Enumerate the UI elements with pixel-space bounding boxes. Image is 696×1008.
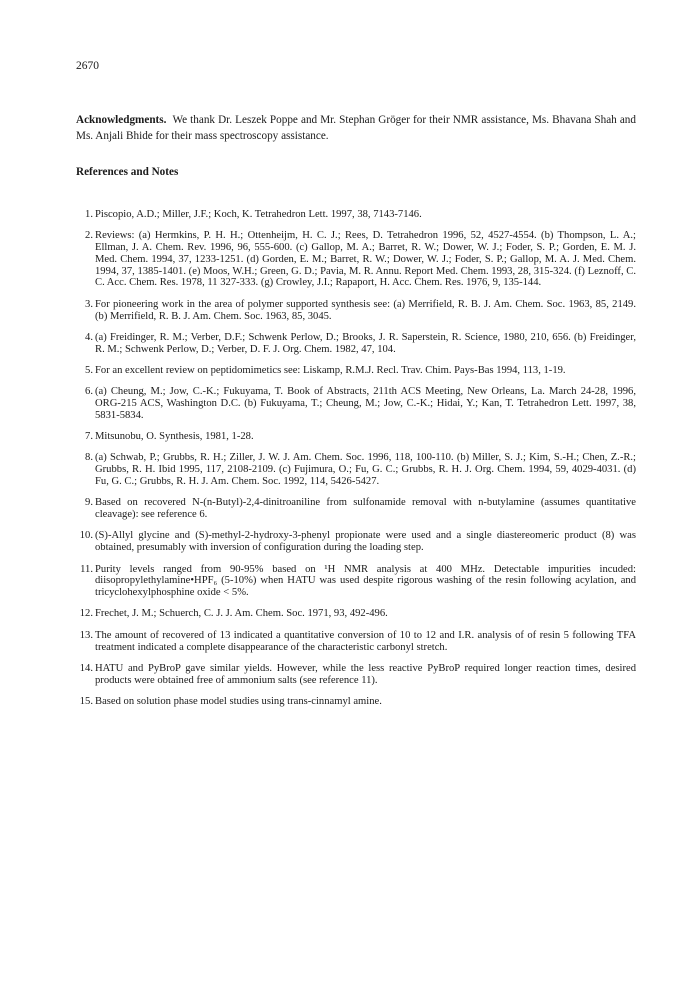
reference-text: Purity levels ranged from 90-95% based on ¹H NMR analysis at 400 MHz. Detectable impurities incuded: diisopropylethylamine•HPF₆ (5-10%) when HATU was used despite rigorous washing of the resin following acylation, and tricyclohexylphosphine oxide < 5%. xyxy=(95,563,636,599)
reference-text: (a) Freidinger, R. M.; Verber, D.F.; Schwenk Perlow, D.; Brooks, J. R. Saperstein, R. Science, 1980, 210, 656. (b) Freidinger, R. M.; Schwenk Perlow, D.; Verber, D. F. J. Org. Chem. 1982, 47, 104. xyxy=(95,331,636,355)
page-number: 2670 xyxy=(76,60,99,72)
reference-number: 12 . xyxy=(76,608,93,620)
acknowledgments-text: We thank Dr. Leszek Poppe and Mr. Stephan Gröger for their NMR assistance, Ms. Bhavana Shah and Ms. Anjali Bhide for their mass spectroscopy assistance. xyxy=(76,114,636,142)
reference-number: 2 . xyxy=(76,230,93,242)
reference-number: 8 . xyxy=(76,452,93,464)
reference-number: 10 . xyxy=(76,530,93,542)
reference-number: 11 . xyxy=(76,564,93,576)
reference-item xyxy=(76,530,636,554)
reference-text: Frechet, J. M.; Schuerch, C. J. J. Am. Chem. Soc. 1971, 93, 492-496. xyxy=(95,608,388,620)
reference-text: Based on solution phase model studies using trans-cinnamyl amine. xyxy=(95,695,382,707)
reference-number: 13 . xyxy=(76,630,93,642)
reference-text: The amount of recovered of 13 indicated a quantitative conversion of 10 to 12 and I.R. analysis of of resin 5 following TFA treatment indicated a complete disappearance of the characteristic carbonyl stretch. xyxy=(95,629,636,653)
reference-number: 7 . xyxy=(76,431,93,443)
reference-number: 14 . xyxy=(76,663,93,675)
reference-item xyxy=(76,332,636,356)
reference-item xyxy=(76,386,636,421)
reference-item xyxy=(76,564,636,599)
reference-number: 5 . xyxy=(76,365,93,377)
reference-number: 9 . xyxy=(76,497,93,509)
reference-item xyxy=(76,630,636,654)
reference-item xyxy=(76,431,636,443)
reference-item xyxy=(76,299,636,323)
reference-text: Mitsunobu, O. Synthesis, 1981, 1-28. xyxy=(95,431,254,443)
reference-text: For pioneering work in the area of polymer supported synthesis see: (a) Merrifield, R. B. J. Am. Chem. Soc. 1963, 85, 2149. (b) Merrifield, R. B. J. Am. Chem. Soc. 1963, 85, 3045. xyxy=(95,298,636,322)
reference-number: 3 . xyxy=(76,299,93,311)
references-heading: References and Notes xyxy=(76,166,179,178)
acknowledgments-paragraph xyxy=(76,112,636,144)
reference-text: Reviews: (a) Hermkins, P. H. H.; Ottenheijm, H. C. J.; Rees, D. Tetrahedron 1996, 52, 4527-4554. (b) Thompson, L. A.; Ellman, J. A. Chem. Rev. 1996, 96, 555-600. (c) Gallop, M. A.; Barret, R. W.; Dower, W. J.; Foder, S. P.; Gorden, E. M. J. Med. Chem. 1994, 37, 1233-1251. (d) Gorden, E. M.; Barret, R. W.; Dower, W. J.; Foder, S. P.; Gallop, M. A. J. Med. Chem. 1994, 37, 1385-1401. (e) Moos, W.H.; Green, G. D.; Pavia, M. R. Annu. Report Med. Chem. 1993, 28, 315-324. (f) Leznoff, C. C. Acc. Chem. Res. 1978, 11 327-333. (g) Crowley, J.I.; Rapaport, H. Acc. Chem. Res. 1976, 9, 135-144. xyxy=(95,230,636,289)
reference-text: For an excellent review on peptidomimetics see: Liskamp, R.M.J. Recl. Trav. Chim. Pays-Bas 1994, 113, 1-19. xyxy=(95,364,566,376)
reference-item xyxy=(76,452,636,487)
reference-number: 1 . xyxy=(76,209,93,221)
reference-text: Piscopio, A.D.; Miller, J.F.; Koch, K. Tetrahedron Lett. 1997, 38, 7143-7146. xyxy=(95,209,422,220)
reference-item xyxy=(76,696,636,708)
reference-text: (a) Cheung, M.; Jow, C.-K.; Fukuyama, T. Book of Abstracts, 211th ACS Meeting, New Orleans, La. March 24-28, 1996, ORG-215 ACS, Washington D.C. (b) Fukuyama, T.; Cheung, M.; Jow, C.-K.; Hidai, Y.; Kan, T. Tetrahedron Lett. 1997, 38, 5831-5834. xyxy=(95,386,636,421)
reference-item xyxy=(76,663,636,687)
reference-text: (a) Schwab, P.; Grubbs, R. H.; Ziller, J. W. J. Am. Chem. Soc. 1996, 118, 100-110. (b) Miller, S. J.; Kim, S.-H.; Chen, Z.-R.; Grubbs, R. H. Ibid 1995, 117, 2108-2109. (c) Fujimura, O.; Fu, G. C.; Grubbs, R. H. J. Org. Chem. 1994, 59, 4029-4031. (d) Fu, G. C.; Grubbs, R. H. J. Am. Chem. Soc. 1992, 114, 5426-5427. xyxy=(95,452,636,488)
references-list xyxy=(76,209,636,708)
reference-number: 15 . xyxy=(76,696,93,708)
reference-item xyxy=(76,230,636,289)
reference-text: (S)-Allyl glycine and (S)-methyl-2-hydroxy-3-phenyl propionate were used and a single diastereomeric product (8) was obtained, presumably with inversion of configuration during the loading step. xyxy=(95,530,636,554)
reference-item xyxy=(76,608,636,620)
reference-text: HATU and PyBroP gave similar yields. However, while the less reactive PyBroP required longer reaction times, desired products were obtained free of ammonium salts (see reference 11). xyxy=(95,662,636,686)
reference-number: 4 . xyxy=(76,332,93,344)
reference-text: Based on recovered N-(n-Butyl)-2,4-dinitroaniline from sulfonamide removal with n-butylamine (assumes quantitative cleavage): see reference 6. xyxy=(95,497,636,521)
acknowledgments-heading: Acknowledgments. xyxy=(76,114,167,126)
reference-number: 6 . xyxy=(76,386,93,398)
reference-item xyxy=(76,209,636,221)
reference-item xyxy=(76,497,636,521)
reference-item xyxy=(76,365,636,377)
